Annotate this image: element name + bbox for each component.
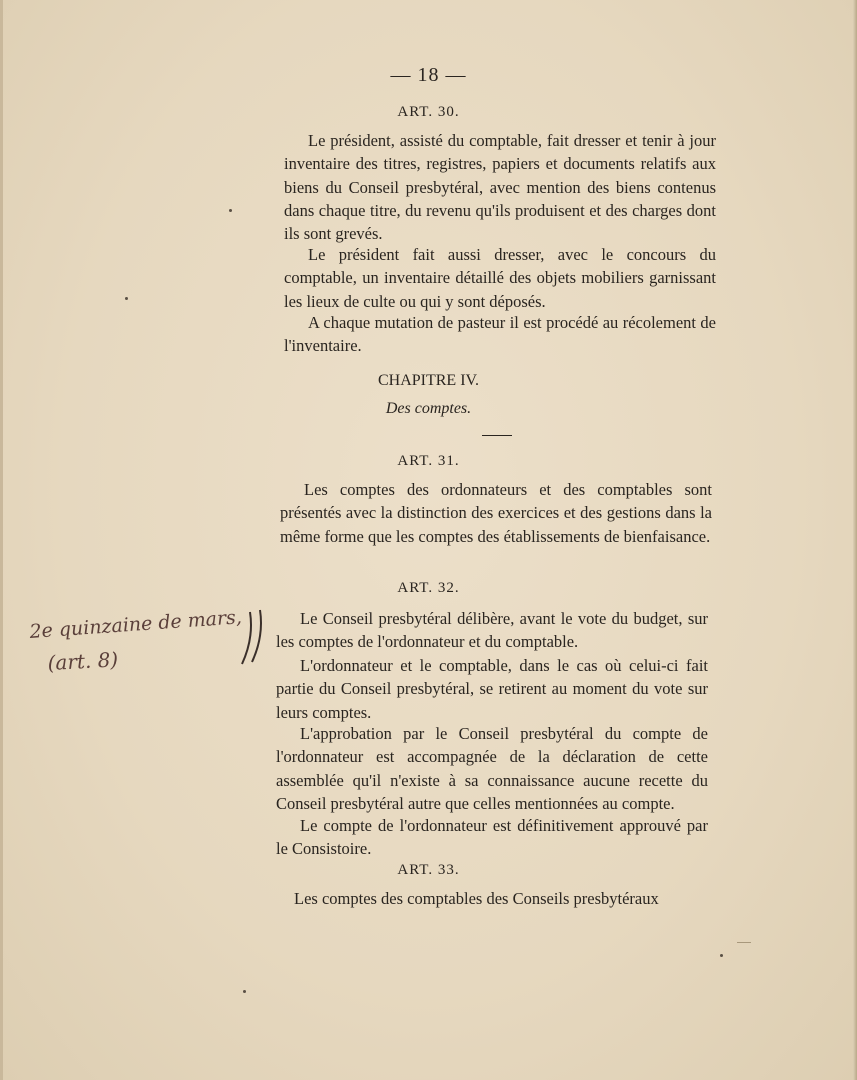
article-30-heading: ART. 30.: [397, 104, 460, 120]
double-stroke-mark-1: [242, 612, 251, 664]
article-33-heading: ART. 33.: [397, 862, 460, 878]
paper-speck: [229, 209, 232, 212]
article-33-paragraph-1: Les comptes des comptables des Conseils presbytéraux: [294, 889, 659, 908]
page-edge-right: [853, 0, 857, 1080]
margin-note-line-1: 2e quinzaine de mars,: [28, 608, 243, 643]
paper-speck: [720, 954, 723, 957]
chapter-subtitle: Des comptes.: [385, 400, 472, 417]
section-divider: [482, 435, 512, 436]
page-edge-left: [0, 0, 3, 1080]
article-30-paragraph-3: A chaque mutation de pasteur il est procédé au récolement de l'inventaire.: [284, 313, 716, 356]
margin-note-line-2: (art. 8): [47, 647, 119, 675]
page-number: — 18 —: [390, 64, 467, 86]
paper-speck: [243, 990, 246, 993]
double-stroke-mark-2: [252, 610, 261, 662]
article-32-paragraph-1: Le Conseil presbytéral délibère, avant le vote du budget, sur les comptes de l'ordonnateur et du comptable.: [276, 609, 708, 652]
article-32-paragraph-2: L'ordonnateur et le comptable, dans le cas où celui-ci fait partie du Conseil presbytéral, se retirent au moment du vote sur leurs comptes.: [276, 656, 708, 722]
paper-speck: [125, 297, 128, 300]
handwritten-margin-note: [28, 608, 268, 688]
paper-mark: [737, 942, 751, 943]
article-32-paragraph-3: L'approbation par le Conseil presbytéral du compte de l'ordonnateur est accompagnée de la déclaration de cette assemblée qu'il n'existe à sa connaissance aucune recette du Conseil presbytéral autre que celles mentionnées au compte.: [276, 724, 708, 813]
article-31-heading: ART. 31.: [397, 453, 460, 469]
handwritten-note-drawing: [28, 608, 268, 688]
article-32-paragraph-4: Le compte de l'ordonnateur est définitivement approuvé par le Consistoire.: [276, 816, 708, 859]
article-30-paragraph-1: Le président, assisté du comptable, fait dresser et tenir à jour inventaire des titres, registres, papiers et documents relatifs aux biens du Conseil presbytéral, avec mention des biens contenus dans chaque titre, du revenu qu'ils produisent et des charges dont ils sont grevés.: [284, 131, 716, 244]
chapter-title: CHAPITRE IV.: [377, 372, 480, 389]
article-31-paragraph-1: Les comptes des ordonnateurs et des comptables sont présentés avec la distinction des exercices et des gestions dans la même forme que les comptes des établissements de bienfaisance.: [280, 480, 712, 546]
article-32-heading: ART. 32.: [397, 580, 460, 596]
article-30-paragraph-2: Le président fait aussi dresser, avec le concours du comptable, un inventaire détaillé des objets mobiliers garnissant les lieux de culte ou qui y sont déposés.: [284, 245, 716, 311]
